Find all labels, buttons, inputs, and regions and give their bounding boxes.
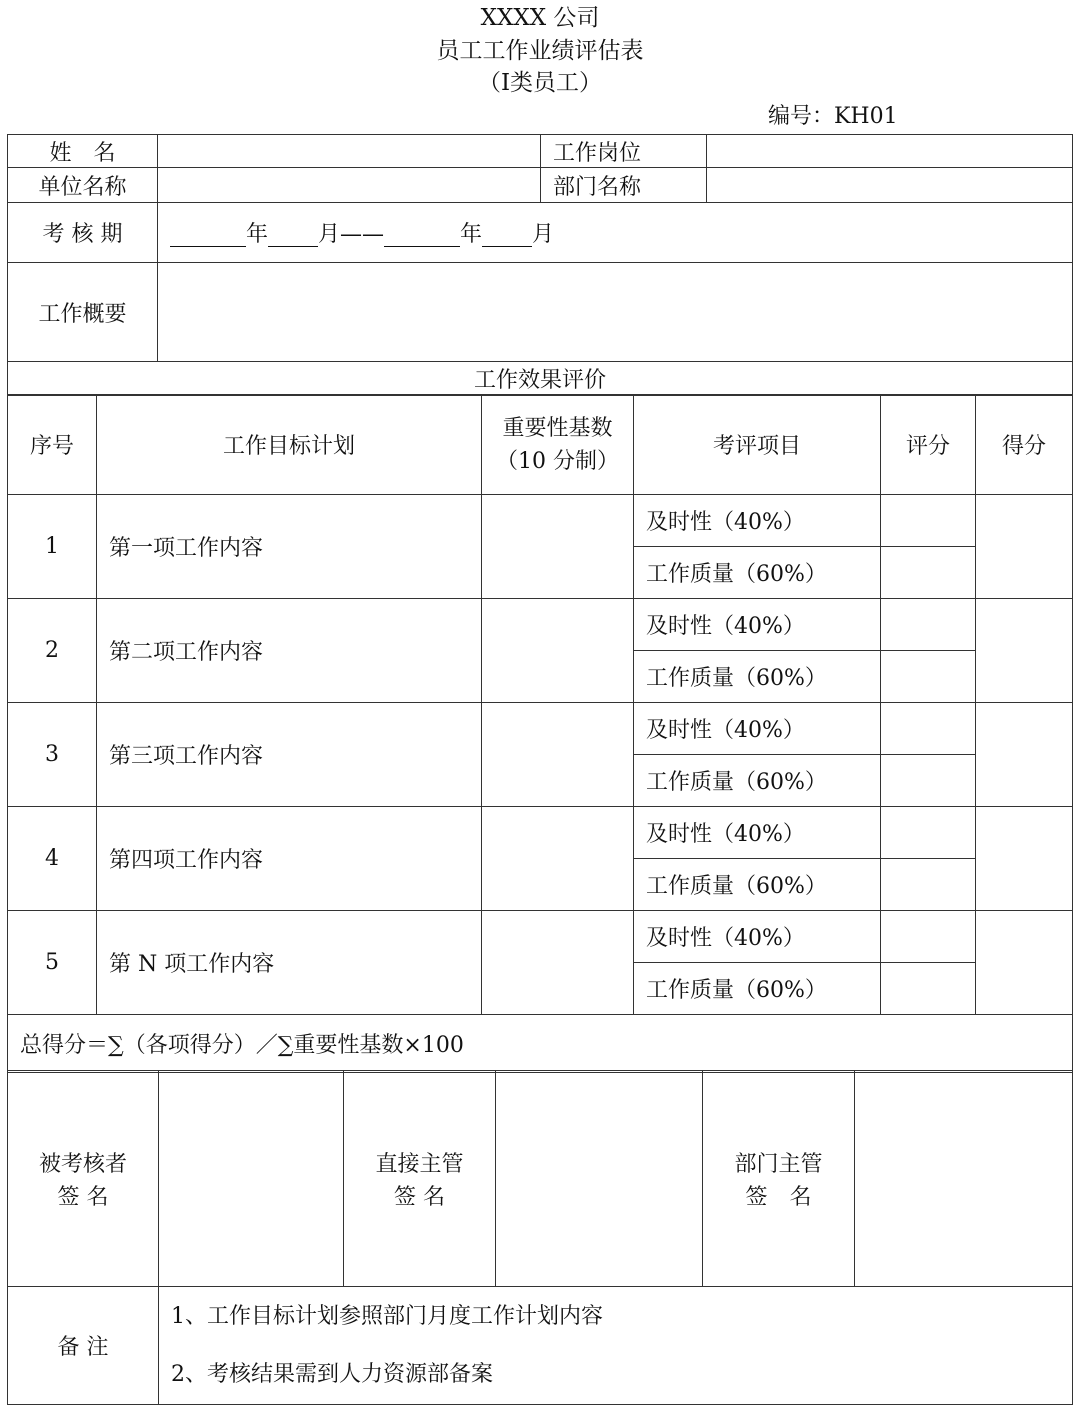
sign-label: 签 名 [394, 1184, 445, 1210]
total-score-formula: 总得分＝∑（各项得分）／∑重要性基数×100 [8, 1015, 1073, 1073]
criteria-timeliness: 及时性（40%） [634, 495, 881, 547]
start-month-blank[interactable] [268, 222, 318, 247]
row-plan: 第一项工作内容 [97, 495, 482, 599]
sign-label: 签 名 [57, 1184, 109, 1210]
sign-label: 签 名 [745, 1184, 812, 1210]
criteria-timeliness: 及时性（40%） [634, 911, 881, 963]
remarks-label: 备 注 [8, 1287, 159, 1405]
col-header-importance: 重要性基数（10 分制） [482, 395, 634, 495]
dept-label: 部门名称 [541, 168, 707, 203]
assessee-signature-label [8, 1071, 159, 1287]
importance-field[interactable] [482, 599, 634, 703]
rating-field[interactable] [881, 495, 976, 547]
table-row [8, 703, 1073, 755]
form-subtitle: （Ⅰ类员工） [477, 70, 603, 96]
criteria-quality: 工作质量（60%） [634, 859, 881, 911]
month-label: 月 [318, 222, 341, 247]
score-field[interactable] [976, 807, 1073, 911]
signature-table [7, 1070, 1073, 1405]
rating-field[interactable] [881, 963, 976, 1015]
row-no: 5 [8, 911, 97, 1015]
supervisor-label: 直接主管 [375, 1151, 464, 1177]
position-label: 工作岗位 [541, 135, 707, 168]
remark-item: 2、考核结果需到人力资源部备案 [171, 1361, 493, 1387]
row-no: 1 [8, 495, 97, 599]
dept-head-signature-field[interactable] [855, 1071, 1073, 1287]
form-title: 员工工作业绩评估表 [436, 38, 644, 64]
section-title: 工作效果评价 [8, 362, 1073, 396]
importance-field[interactable] [482, 807, 634, 911]
criteria-quality: 工作质量（60%） [634, 547, 881, 599]
rating-field[interactable] [881, 599, 976, 651]
period-field[interactable] [158, 203, 1073, 263]
row-no: 3 [8, 703, 97, 807]
assessee-label: 被考核者 [38, 1151, 127, 1177]
row-no: 4 [8, 807, 97, 911]
dept-head-signature-label [703, 1071, 855, 1287]
name-field[interactable] [158, 135, 541, 168]
evaluation-table [7, 394, 1073, 1073]
row-no: 2 [8, 599, 97, 703]
table-row [8, 911, 1073, 963]
table-row [8, 807, 1073, 859]
rating-field[interactable] [881, 651, 976, 703]
supervisor-signature-label [344, 1071, 496, 1287]
rating-field[interactable] [881, 547, 976, 599]
unit-field[interactable] [158, 168, 541, 203]
row-plan: 第 N 项工作内容 [97, 911, 482, 1015]
score-field[interactable] [976, 911, 1073, 1015]
criteria-quality: 工作质量（60%） [634, 651, 881, 703]
col-header-plan: 工作目标计划 [97, 395, 482, 495]
col-header-criteria: 考评项目 [634, 395, 881, 495]
name-label: 姓 名 [8, 135, 158, 168]
period-label: 考 核 期 [8, 203, 158, 263]
col-header-score: 得分 [976, 395, 1073, 495]
summary-label: 工作概要 [8, 263, 158, 362]
assessee-signature-field[interactable] [159, 1071, 344, 1287]
row-plan: 第三项工作内容 [97, 703, 482, 807]
criteria-quality: 工作质量（60%） [634, 963, 881, 1015]
end-year-blank[interactable] [384, 222, 460, 247]
score-field[interactable] [976, 495, 1073, 599]
criteria-timeliness: 及时性（40%） [634, 703, 881, 755]
period-dash: —— [340, 222, 385, 247]
col-header-rating: 评分 [881, 395, 976, 495]
importance-field[interactable] [482, 703, 634, 807]
criteria-quality: 工作质量（60%） [634, 755, 881, 807]
row-plan: 第四项工作内容 [97, 807, 482, 911]
table-row [8, 495, 1073, 547]
year-label: 年 [460, 222, 483, 247]
rating-field[interactable] [881, 703, 976, 755]
start-year-blank[interactable] [170, 222, 246, 247]
remark-item: 1、工作目标计划参照部门月度工作计划内容 [171, 1303, 603, 1329]
importance-field[interactable] [482, 911, 634, 1015]
dept-field[interactable] [707, 168, 1073, 203]
position-field[interactable] [707, 135, 1073, 168]
row-plan: 第二项工作内容 [97, 599, 482, 703]
col-header-no: 序号 [8, 395, 97, 495]
dept-head-label: 部门主管 [734, 1151, 823, 1177]
summary-field[interactable] [158, 263, 1073, 362]
score-field[interactable] [976, 703, 1073, 807]
score-field[interactable] [976, 599, 1073, 703]
end-month-blank[interactable] [482, 222, 532, 247]
info-table [7, 134, 1073, 396]
supervisor-signature-field[interactable] [496, 1071, 703, 1287]
remarks-content [159, 1287, 1073, 1405]
importance-field[interactable] [482, 495, 634, 599]
rating-field[interactable] [881, 911, 976, 963]
criteria-timeliness: 及时性（40%） [634, 599, 881, 651]
year-label: 年 [246, 222, 269, 247]
company-name: XXXX 公司 [480, 5, 600, 31]
rating-field[interactable] [881, 807, 976, 859]
criteria-timeliness: 及时性（40%） [634, 807, 881, 859]
form-code: 编号：KH01 [768, 104, 898, 129]
month-label: 月 [532, 222, 555, 247]
table-row [8, 599, 1073, 651]
rating-field[interactable] [881, 755, 976, 807]
unit-label: 单位名称 [8, 168, 158, 203]
rating-field[interactable] [881, 859, 976, 911]
